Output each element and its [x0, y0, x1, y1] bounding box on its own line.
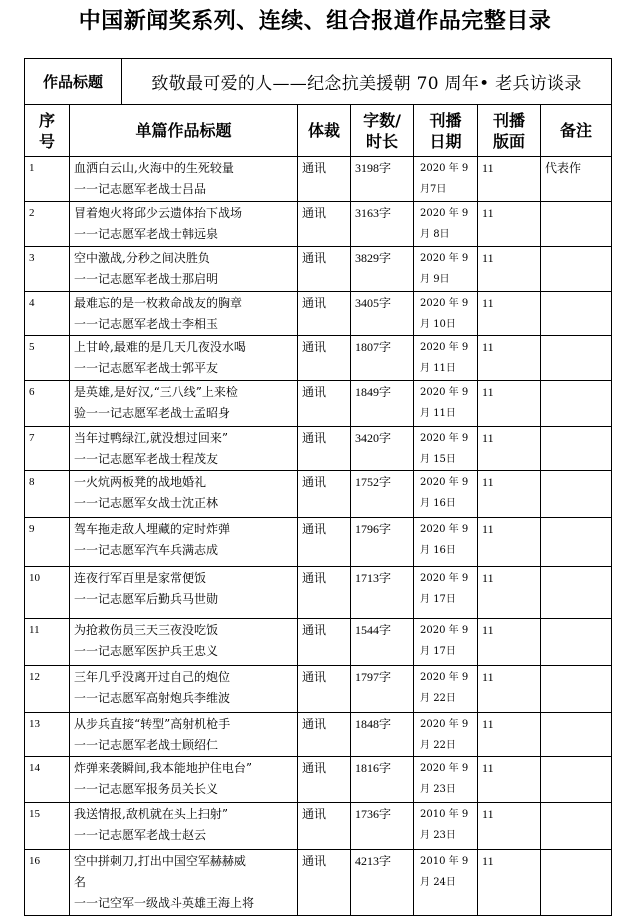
row-title: 是英雄,是好汉,“三八线”上来检 验一一记志愿军老战士孟昭身 [70, 381, 298, 427]
row-seq: 12 [25, 666, 70, 713]
page-title: 中国新闻奖系列、连续、组合报道作品完整目录 [78, 8, 552, 34]
row-words: 1797字 [351, 666, 414, 713]
row-title: 空中激战,分秒之间决胜负 一一记志愿军老战士那启明 [70, 247, 298, 292]
table-row [25, 247, 612, 292]
row-title: 从步兵直接“转型”高射机枪手 一一记志愿军老战士顾绍仁 [70, 713, 298, 757]
row-seq: 9 [25, 518, 70, 567]
row-words: 3198字 [351, 157, 414, 202]
row-date: 2020 年 9 月 15日 [414, 427, 478, 471]
row-genre: 通讯 [298, 427, 351, 471]
row-title: 空中拼刺刀,打出中国空军赫赫威 名 一一记空军一级战斗英雄王海上将 [70, 850, 298, 916]
row-page: 11 [478, 292, 541, 336]
row-seq: 10 [25, 567, 70, 619]
table-row [25, 567, 612, 619]
row-page: 11 [478, 567, 541, 619]
row-title: 我送情报,敌机就在头上扫射” 一一记志愿军老战士赵云 [70, 803, 298, 850]
table-row [25, 803, 612, 850]
row-note [541, 713, 612, 757]
row-title: 炸弹来袭瞬间,我本能地护住电台” 一一记志愿军报务员关长义 [70, 757, 298, 803]
table-row [25, 713, 612, 757]
table-row [25, 427, 612, 471]
row-title: 一火炕两板凳的战地婚礼 一一记志愿军女战士沈正林 [70, 471, 298, 518]
row-title: 冒着炮火将邱少云遗体抬下战场 一一记志愿军老战士韩远泉 [70, 202, 298, 247]
row-date: 2020 年 9 月 16日 [414, 471, 478, 518]
row-genre: 通讯 [298, 157, 351, 202]
row-seq: 6 [25, 381, 70, 427]
row-date: 2020 年 9 月7日 [414, 157, 478, 202]
row-words: 1736字 [351, 803, 414, 850]
row-seq: 2 [25, 202, 70, 247]
table-row [25, 381, 612, 427]
row-seq: 15 [25, 803, 70, 850]
row-genre: 通讯 [298, 803, 351, 850]
row-note [541, 471, 612, 518]
row-note [541, 427, 612, 471]
row-note [541, 666, 612, 713]
row-page: 11 [478, 471, 541, 518]
row-page: 11 [478, 381, 541, 427]
row-page: 11 [478, 713, 541, 757]
table-row [25, 157, 612, 202]
row-page: 11 [478, 619, 541, 666]
row-note [541, 518, 612, 567]
row-note [541, 850, 612, 916]
table-row [25, 292, 612, 336]
row-seq: 4 [25, 292, 70, 336]
row-date: 2010 年 9 月 24日 [414, 850, 478, 916]
row-seq: 8 [25, 471, 70, 518]
row-page: 11 [478, 666, 541, 713]
row-genre: 通讯 [298, 292, 351, 336]
row-note [541, 247, 612, 292]
row-words: 3420字 [351, 427, 414, 471]
table-row [25, 850, 612, 916]
row-note [541, 757, 612, 803]
col-note-header: 备注 [541, 105, 612, 157]
row-genre: 通讯 [298, 336, 351, 381]
row-words: 3405字 [351, 292, 414, 336]
row-note [541, 619, 612, 666]
row-words: 3829字 [351, 247, 414, 292]
row-date: 2020 年 9 月 16日 [414, 518, 478, 567]
row-note [541, 381, 612, 427]
row-note [541, 803, 612, 850]
row-date: 2020 年 9 月 22日 [414, 713, 478, 757]
row-date: 2020 年 9 月 22日 [414, 666, 478, 713]
row-words: 1849字 [351, 381, 414, 427]
row-title: 最难忘的是一枚救命战友的胸章 一一记志愿军老战士李相玉 [70, 292, 298, 336]
row-page: 11 [478, 757, 541, 803]
col-seq-header: 序 号 [25, 105, 70, 157]
row-page: 11 [478, 850, 541, 916]
row-genre: 通讯 [298, 518, 351, 567]
row-seq: 7 [25, 427, 70, 471]
row-genre: 通讯 [298, 471, 351, 518]
row-words: 1713字 [351, 567, 414, 619]
column-header-row [25, 105, 612, 157]
row-page: 11 [478, 202, 541, 247]
work-title-value: 致敬最可爱的人——纪念抗美援朝 70 周年• 老兵访谈录 [122, 59, 612, 105]
row-seq: 3 [25, 247, 70, 292]
row-title: 为抢救伤员三天三夜没吃饭 一一记志愿军医护兵王忠义 [70, 619, 298, 666]
col-words-header: 字数/ 时长 [351, 105, 414, 157]
row-title: 三年几乎没离开过自己的炮位 一一记志愿军高射炮兵李维波 [70, 666, 298, 713]
row-genre: 通讯 [298, 619, 351, 666]
row-date: 2020 年 9 月 11日 [414, 381, 478, 427]
table-row [25, 757, 612, 803]
col-title-header: 单篇作品标题 [70, 105, 298, 157]
row-date: 2020 年 9 月 17日 [414, 567, 478, 619]
row-words: 1816字 [351, 757, 414, 803]
col-genre-header: 体裁 [298, 105, 351, 157]
row-words: 1848字 [351, 713, 414, 757]
col-page-header: 刊播 版面 [478, 105, 541, 157]
table-row [25, 471, 612, 518]
row-words: 3163字 [351, 202, 414, 247]
row-title: 驾车拖走敌人埋藏的定时炸弹 一一记志愿军汽车兵满志成 [70, 518, 298, 567]
row-title: 当年过鸭绿江,就没想过回来” 一一记志愿军老战士程茂友 [70, 427, 298, 471]
row-date: 2020 年 9 月 10日 [414, 292, 478, 336]
row-page: 11 [478, 336, 541, 381]
row-note [541, 336, 612, 381]
row-date: 2020 年 9 月 23日 [414, 757, 478, 803]
row-seq: 11 [25, 619, 70, 666]
row-date: 2010 年 9 月 23日 [414, 803, 478, 850]
row-words: 1544字 [351, 619, 414, 666]
col-date-header: 刊播 日期 [414, 105, 478, 157]
row-genre: 通讯 [298, 666, 351, 713]
row-genre: 通讯 [298, 202, 351, 247]
row-seq: 13 [25, 713, 70, 757]
table-row [25, 619, 612, 666]
row-page: 11 [478, 427, 541, 471]
row-title: 连夜行军百里是家常便饭 一一记志愿军后勤兵马世勋 [70, 567, 298, 619]
row-genre: 通讯 [298, 757, 351, 803]
row-genre: 通讯 [298, 567, 351, 619]
row-date: 2020 年 9 月 17日 [414, 619, 478, 666]
row-title: 上甘岭,最难的是几天几夜没水喝 一一记志愿军老战士郭平友 [70, 336, 298, 381]
row-note: 代表作 [541, 157, 612, 202]
row-note [541, 567, 612, 619]
row-date: 2020 年 9 月 9日 [414, 247, 478, 292]
row-words: 4213字 [351, 850, 414, 916]
row-date: 2020 年 9 月 8日 [414, 202, 478, 247]
table-row [25, 518, 612, 567]
catalog-table [24, 58, 612, 916]
row-words: 1807字 [351, 336, 414, 381]
row-seq: 1 [25, 157, 70, 202]
row-seq: 16 [25, 850, 70, 916]
row-page: 11 [478, 518, 541, 567]
row-page: 11 [478, 157, 541, 202]
row-seq: 14 [25, 757, 70, 803]
table-row [25, 202, 612, 247]
table-row [25, 336, 612, 381]
row-date: 2020 年 9 月 11日 [414, 336, 478, 381]
row-seq: 5 [25, 336, 70, 381]
row-genre: 通讯 [298, 247, 351, 292]
row-words: 1752字 [351, 471, 414, 518]
row-page: 11 [478, 247, 541, 292]
row-page: 11 [478, 803, 541, 850]
row-words: 1796字 [351, 518, 414, 567]
row-note [541, 202, 612, 247]
row-genre: 通讯 [298, 381, 351, 427]
work-title-label: 作品标题 [25, 59, 122, 105]
row-genre: 通讯 [298, 850, 351, 916]
row-genre: 通讯 [298, 713, 351, 757]
table-row [25, 666, 612, 713]
row-title: 血洒白云山,火海中的生死较量 一一记志愿军老战士吕品 [70, 157, 298, 202]
work-title-row [25, 59, 612, 105]
row-note [541, 292, 612, 336]
